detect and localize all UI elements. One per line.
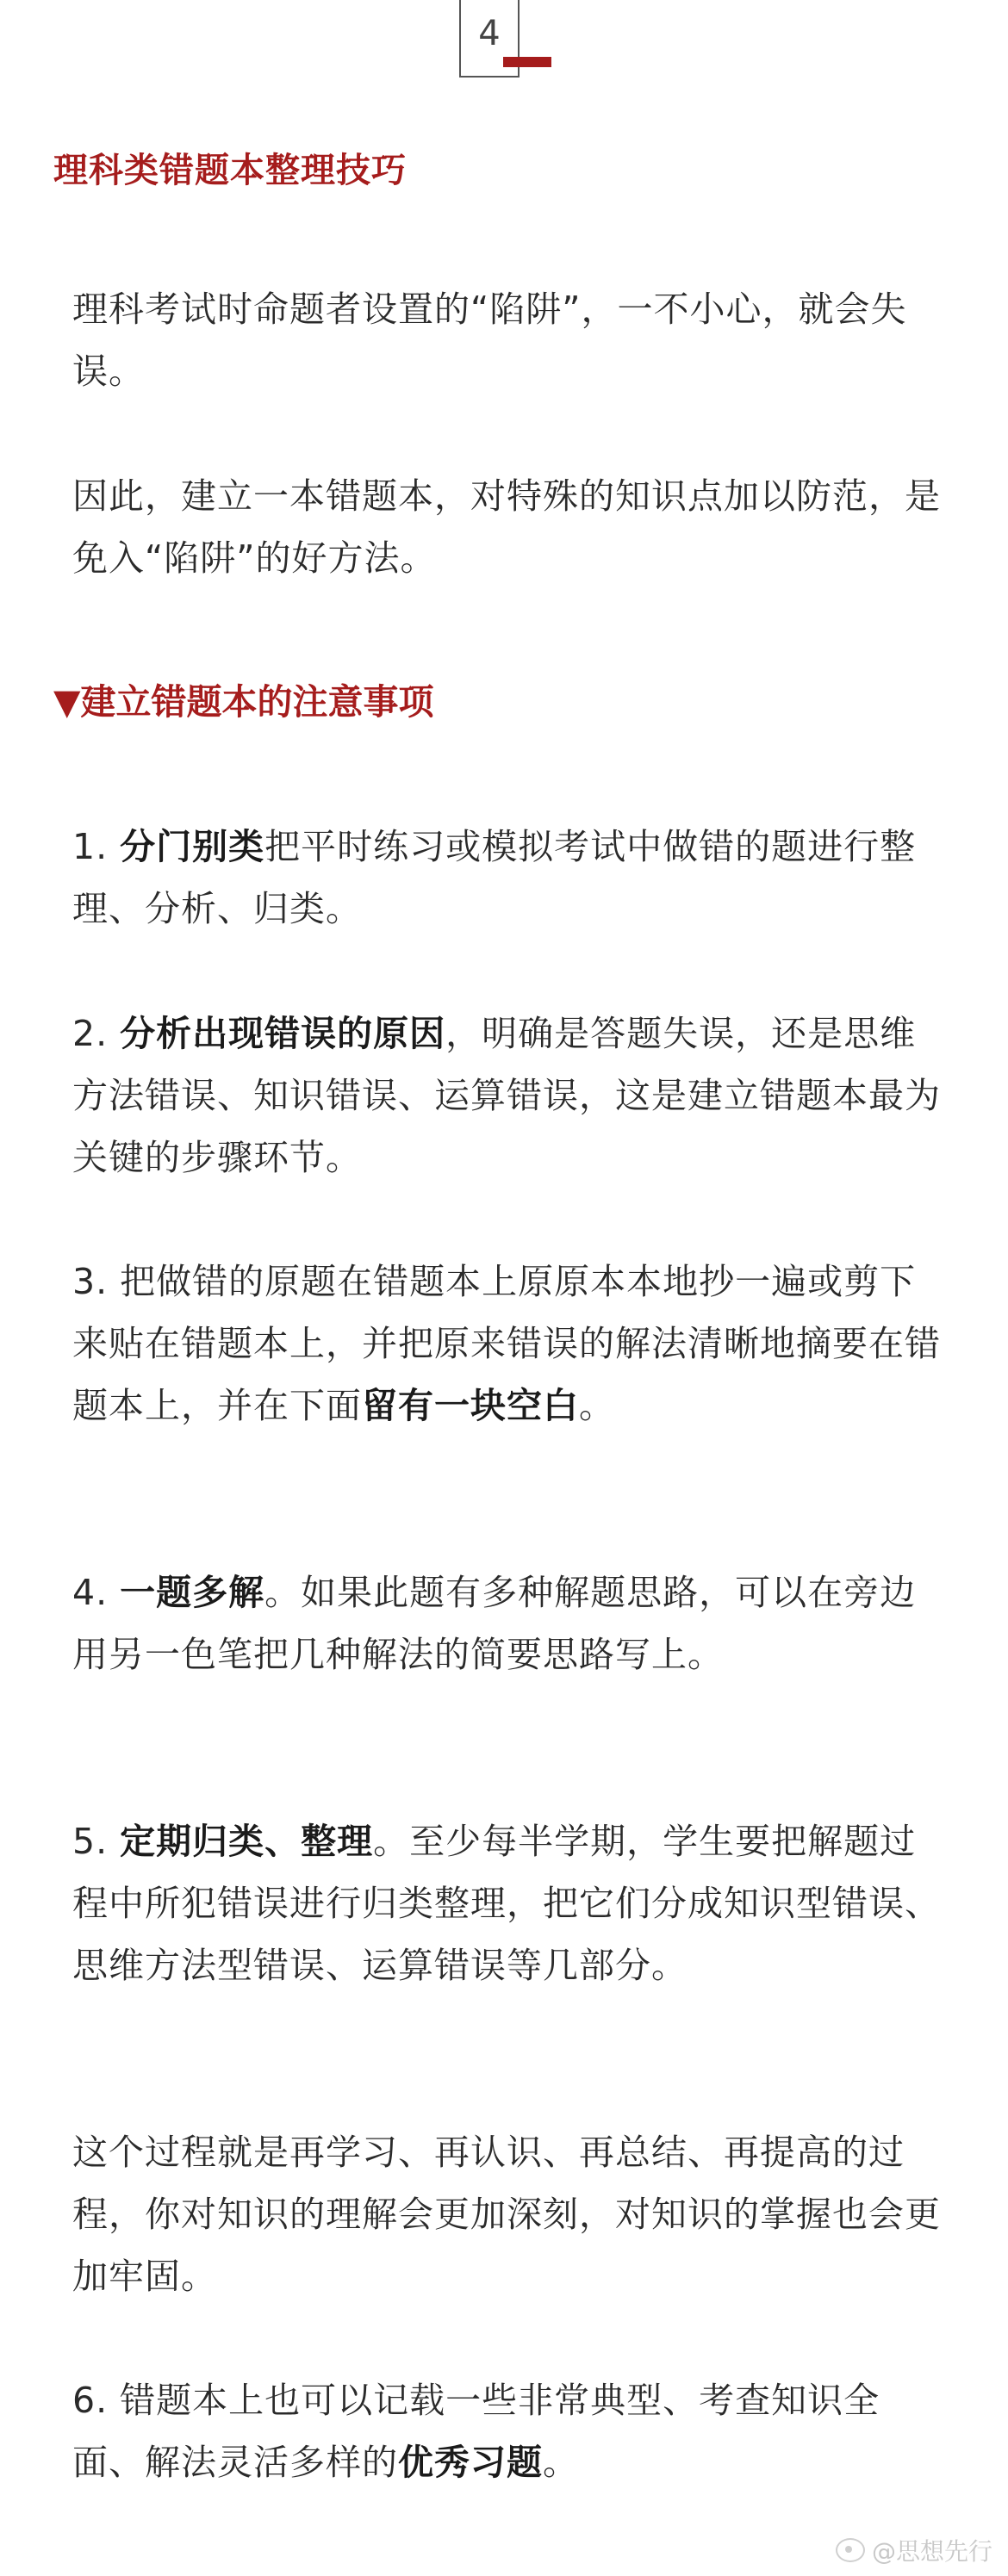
watermark-text: @思想先行 bbox=[871, 2537, 992, 2566]
watermark bbox=[836, 2533, 992, 2567]
tip-text: 。至少每半学期，学生要把解题过程中所犯错误进行归类整理，把它们分成知识型错误、思维方法型错误、运算错误等几部分。 bbox=[72, 1821, 941, 1986]
accent-bar bbox=[503, 57, 551, 67]
tip-item-3 bbox=[72, 1251, 943, 1437]
tip-item-2 bbox=[72, 1002, 943, 1189]
tip-bold: 分门别类 bbox=[120, 826, 265, 867]
tip-text: 。 bbox=[579, 1385, 615, 1426]
tip-prefix: 5. bbox=[72, 1821, 121, 1862]
tip-bold: 一题多解 bbox=[120, 1572, 265, 1613]
tip-prefix: 3. 把做错的原题在错题本上原原本本地抄一遍或剪下来贴在错题本上，并把原来错误的解法清晰地摘要在错题本上，并在下面 bbox=[72, 1261, 941, 1426]
tip-text: ，明确是答题失误，还是思维方法错误、知识错误、运算错误，这是建立错题本最为关键的步骤环节。 bbox=[72, 1013, 941, 1178]
tip-prefix: 1. bbox=[72, 826, 121, 867]
tip-bold: 优秀习题 bbox=[398, 2442, 543, 2483]
subheading: ▼建立错题本的注意事项 bbox=[53, 681, 434, 723]
weibo-icon bbox=[836, 2538, 865, 2562]
section-number: 4 bbox=[478, 14, 501, 53]
tip-item-1 bbox=[72, 816, 943, 940]
intro-paragraph-1: 理科考试时命题者设置的“陷阱”，一不小心，就会失误。 bbox=[72, 289, 907, 392]
tip-paragraph-extra bbox=[72, 2121, 943, 2307]
tip-text: 这个过程就是再学习、再认识、再总结、再提高的过程，你对知识的理解会更加深刻，对知识的掌握也会更加牢固。 bbox=[72, 2132, 941, 2297]
tip-prefix: 4. bbox=[72, 1572, 121, 1613]
tip-text: 把平时练习或模拟考试中做错的题进行整理、分析、归类。 bbox=[72, 826, 917, 929]
tip-item-4 bbox=[72, 1561, 943, 1685]
tip-item-6 bbox=[72, 2369, 943, 2493]
section-title: 理科类错题本整理技巧 bbox=[53, 151, 407, 190]
tip-prefix: 6. 错题本上也可以记载一些非常典型、考查知识全面、解法灵活多样的 bbox=[72, 2380, 880, 2483]
tip-prefix: 2. bbox=[72, 1013, 121, 1054]
intro-paragraph-2: 因此，建立一本错题本，对特殊的知识点加以防范，是免入“陷阱”的好方法。 bbox=[72, 475, 941, 579]
tip-item-5 bbox=[72, 1810, 943, 1996]
tip-bold: 留有一块空白 bbox=[362, 1385, 579, 1426]
tip-bold: 定期归类、整理 bbox=[120, 1821, 374, 1862]
tip-text: 。如果此题有多种解题思路，可以在旁边用另一色笔把几种解法的简要思路写上。 bbox=[72, 1572, 917, 1675]
tip-bold: 分析出现错误的原因 bbox=[120, 1013, 446, 1054]
tip-text: 。 bbox=[543, 2442, 579, 2483]
